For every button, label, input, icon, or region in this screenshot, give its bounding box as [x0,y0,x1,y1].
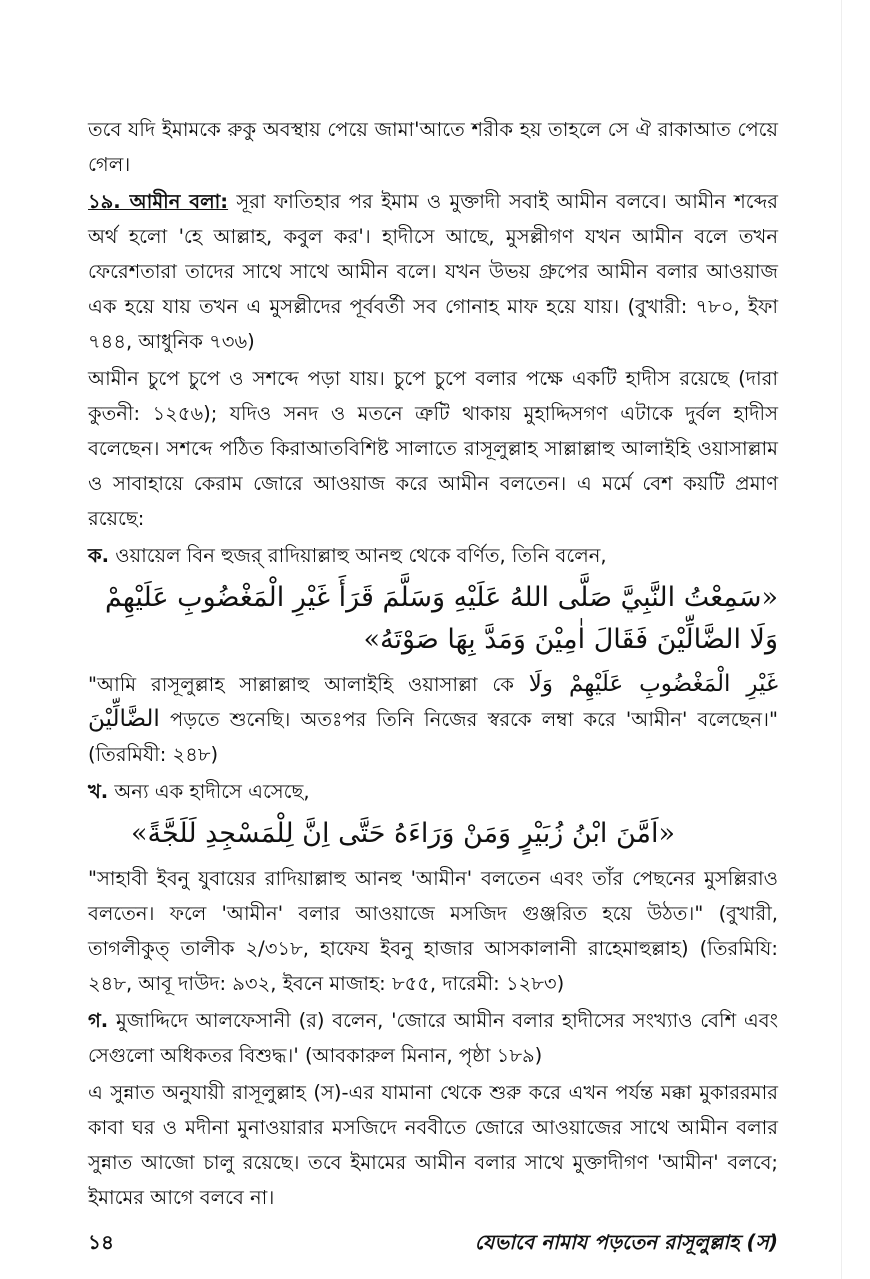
paragraph-translation-2: "সাহাবী ইবনু যুবায়ের রাদিয়াল্লাহু আনহু 'আমীন' বলতেন এবং তাঁর পেছনের মুসল্লিরাও বলতেন। ফলে 'আমীন' বলার আওয়াজে মসজিদ গুঞ্জরিত হয়ে উঠত।" (বুখারী, তাগলীকুত্ তালীক ২/৩১৮, হাফেয ইবনু হাজার আসকালানী রাহেমাহুল্লাহ) (তিরমিযি: ২৪৮, আবূ দাউদ: ৯৩২, ইবনে মাজাহ: ৮৫৫, দারেমী: ১২৮৩) [88,867,778,995]
arabic-hadith-1: «سَمِعْتُ النَّبِيَّ صَلَّى اللهُ عَلَيْهِ وَسَلَّمَ قَرَأَ غَيْرِ الْمَغْضُوبِ عَلَيْهِمْ وَلَا الضَّالِّيْنَ فَقَالَ اٰمِيْنَ وَمَدَّ بِهَا صَوْتَهُ» [104,582,778,655]
paragraph-ka-text: ওয়ায়েল বিন হুজর্ রাদিয়াল্লাহু আনহু থেকে বর্ণিত, তিনি বলেন, [109,544,607,567]
arabic-hadith-2: «اَمَّنَ ابْنُ زُبَيْرٍ وَمَنْ وَرَاءَهُ حَتَّى اِنَّ لِلْمَسْجِدِ لَلَجَّةً» [130,818,676,849]
paragraph-ka [88,538,778,573]
page-edge-line [841,0,842,1279]
paragraph-kha-text: অন্য এক হাদীসে এসেছে, [108,780,310,803]
page-body [88,112,778,1217]
sublabel-ga: গ. [88,1009,109,1032]
running-title: যেভাবে নামায পড়তেন রাসূলুল্লাহ (স) [474,1230,778,1254]
section-heading-amin: ১৯. আমীন বলা: [88,190,229,213]
translation-1-end: পড়তে শুনেছি। অতঃপর তিনি নিজের স্বরকে লম্বা করে 'আমীন' বলেছেন।" (তিরমিযী: ২৪৮) [88,708,778,766]
paragraph-amin-text: সূরা ফাতিহার পর ইমাম ও মুক্তাদী সবাই আমীন বলবে। আমীন শব্দের অর্থ হলো 'হে আল্লাহ, কবুল কর'। হাদীসে আছে, মুসল্লীগণ যখন আমীন বলে তখন ফেরেশতারা তাদের সাথে সাথে আমীন বলে। যখন উভয় গ্রুপের আমীন বলার আওয়াজ এক হয়ে যায় তখন এ মুসল্লীদের পূর্ববর্তী সব গোনাহ মাফ হয়ে যায়। (বুখারী: ৭৮০, ইফা ৭৪৪, আধুনিক ৭৩৬) [88,190,778,353]
paragraph-amin-evidence: আমীন চুপে চুপে ও সশব্দে পড়া যায়। চুপে চুপে বলার পক্ষে একটি হাদীস রয়েছে (দারা কুতনী: ১২৫৬); যদিও সনদ ও মতনে ত্রুটি থাকায় মুহাদ্দিসগণ এটাকে দুর্বল হাদীস বলেছেন। সশব্দে পঠিত কিরাআতবিশিষ্ট সালাতে রাসূলুল্লাহ সাল্লাল্লাহু আলাইহি ওয়াসাল্লাম ও সাবাহায়ে কেরাম জোরে আওয়াজ করে আমীন বলতেন। এ মর্মে বেশ কয়টি প্রমাণ রয়েছে: [88,367,778,530]
paragraph-ga-text: মুজাদ্দিদে আলফেসানী (র) বলেন, 'জোরে আমীন বলার হাদীসের সংখ্যাও বেশি এবং সেগুলো অধিকতর বিশুদ্ধ।' (আবকারুল মিনান, পৃষ্ঠা ১৮৯) [88,1009,778,1067]
page-footer [88,1228,778,1258]
paragraph-kha [88,774,778,809]
paragraph-translation-1 [88,667,778,772]
page-number: ১৪ [88,1230,114,1254]
inline-arabic-quote: غَيْرِ الْمَغْضُوبِ عَلَيْهِمْ وَلَا الضَّالِّيْنَ [88,671,779,732]
sublabel-kha: খ. [88,780,109,803]
paragraph-sunnah-practice: এ সুন্নাত অনুযায়ী রাসূলুল্লাহ (স)-এর যামানা থেকে শুরু করে এখন পর্যন্ত মক্কা মুকাররমার কাবা ঘর ও মদীনা মুনাওয়ারার মসজিদে নববীতে জোরে আওয়াজের সাথে আমীন বলার সুন্নাত আজো চালু রয়েছে। তবে ইমামের আমীন বলার সাথে মুক্তাদীগণ 'আমীন' বলবে; ইমামের আগে বলবে না। [88,1081,778,1209]
paragraph-amin-heading [88,184,778,359]
sublabel-ka: ক. [88,544,110,567]
paragraph-ga [88,1003,778,1073]
paragraph-continuation: তবে যদি ইমামকে রুকু অবস্থায় পেয়ে জামা'আতে শরীক হয় তাহলে সে ঐ রাকাআত পেয়ে গেল। [88,118,778,176]
translation-1-start: "আমি রাসূলুল্লাহ সাল্লাল্লাহু আলাইহি ওয়াসাল্লা কে [88,673,529,696]
